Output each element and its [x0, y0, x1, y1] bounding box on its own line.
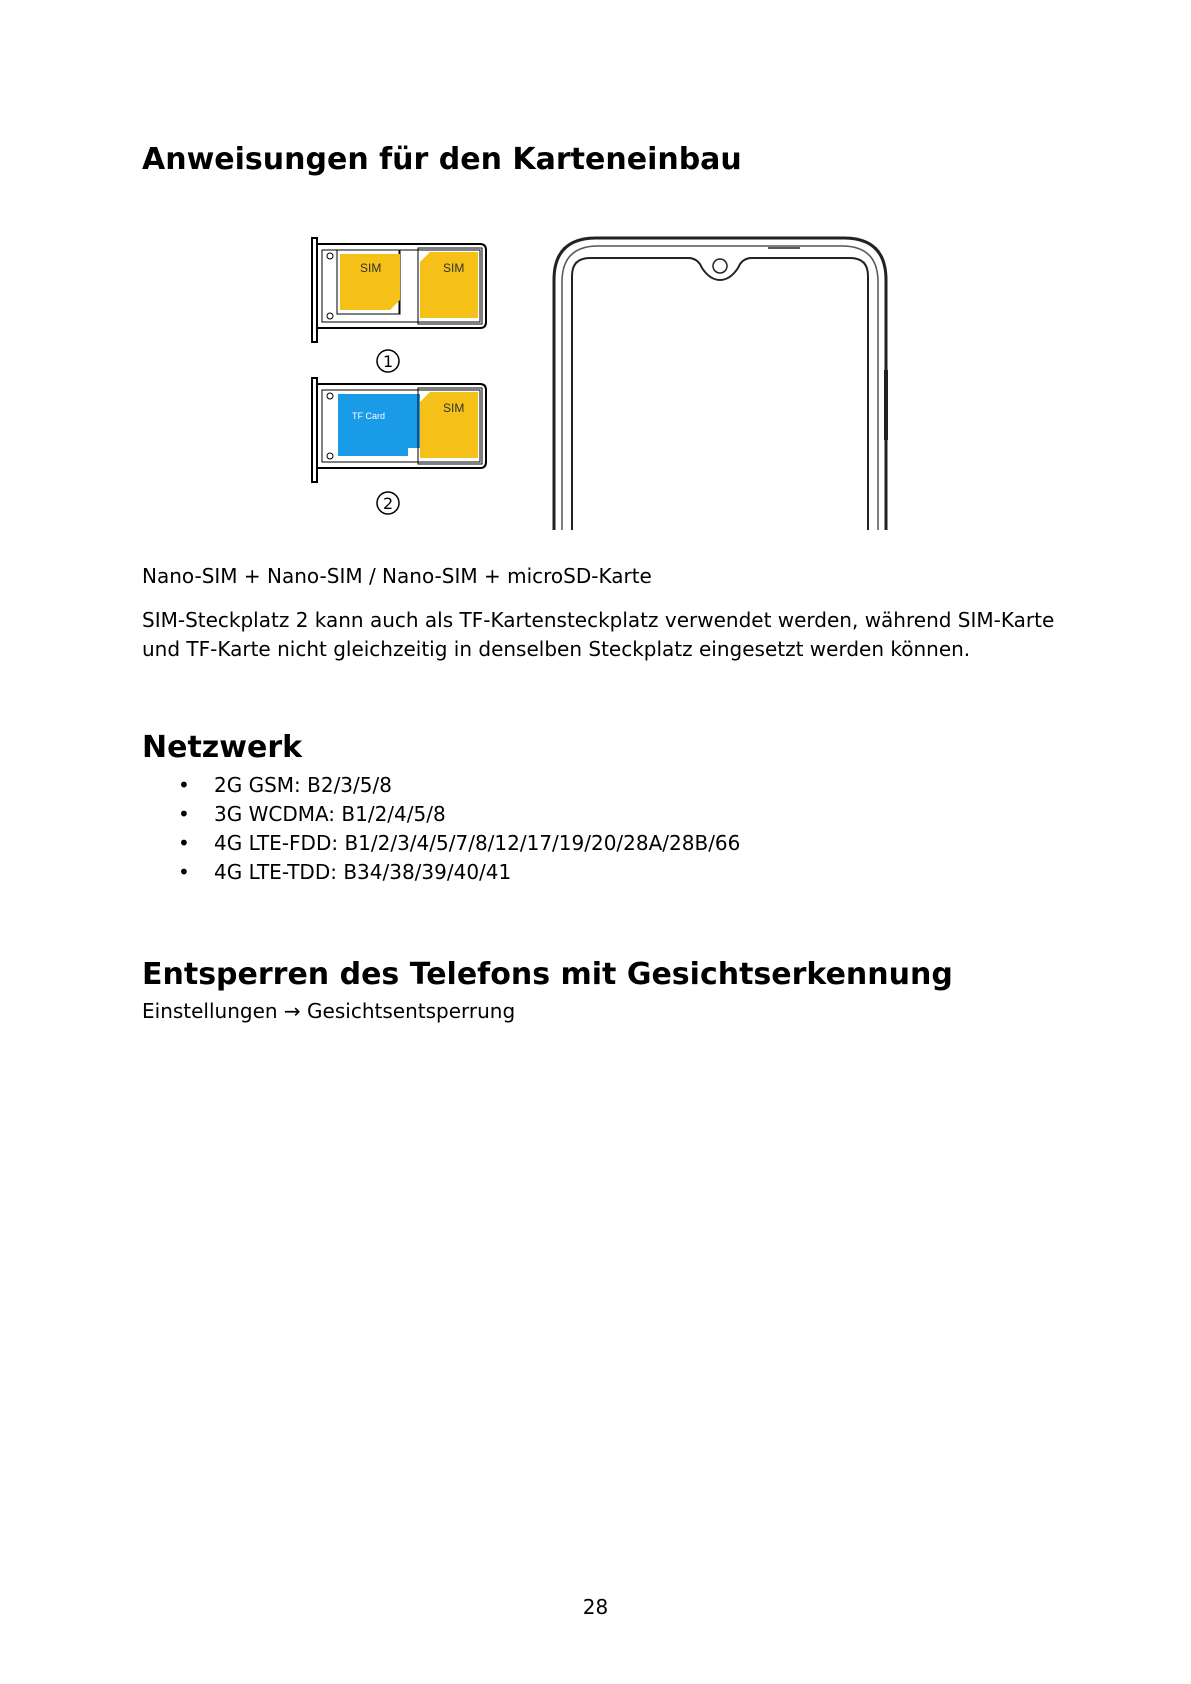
section-title-network: Netzwerk [142, 730, 303, 765]
face-unlock-settings-path: Einstellungen → Gesichtsentsperrung [142, 999, 516, 1023]
svg-text:2: 2 [383, 494, 394, 513]
section-title-card-install: Anweisungen für den Karteneinbau [142, 142, 742, 177]
phone-outline [554, 238, 886, 530]
svg-text:1: 1 [383, 352, 394, 371]
sim-label: SIM [360, 261, 382, 275]
sim-label: SIM [443, 401, 465, 415]
sim-configuration-caption: Nano-SIM + Nano-SIM / Nano-SIM + microSD-Karte [142, 564, 652, 588]
sim-tray-2 [312, 378, 486, 482]
card-install-figure [300, 230, 900, 540]
tf-card-label: TF Card [352, 411, 386, 421]
page-number: 28 [582, 1595, 609, 1619]
tray-number-2 [377, 492, 399, 514]
sim-label: SIM [443, 261, 465, 275]
sim-tray-1 [312, 238, 486, 342]
tray-number-1 [377, 350, 399, 372]
section-title-face-unlock: Entsperren des Telefons mit Gesichtserkennung [142, 957, 953, 992]
network-band-item: • 2G GSM: B2/3/5/8 [142, 771, 740, 800]
sim-slot-note: SIM-Steckplatz 2 kann auch als TF-Kartensteckplatz verwendet werden, während SIM-Karte und TF-Karte nicht gleichzeitig in denselben Steckplatz eingesetzt werden können. [142, 608, 1055, 661]
tf-card [338, 394, 420, 456]
network-band-item: • 3G WCDMA: B1/2/4/5/8 [142, 800, 740, 829]
network-band-item: • 4G LTE-TDD: B34/38/39/40/41 [142, 858, 740, 887]
network-bands-list [142, 771, 740, 887]
network-band-item: • 4G LTE-FDD: B1/2/3/4/5/7/8/12/17/19/20/28A/28B/66 [142, 829, 740, 858]
